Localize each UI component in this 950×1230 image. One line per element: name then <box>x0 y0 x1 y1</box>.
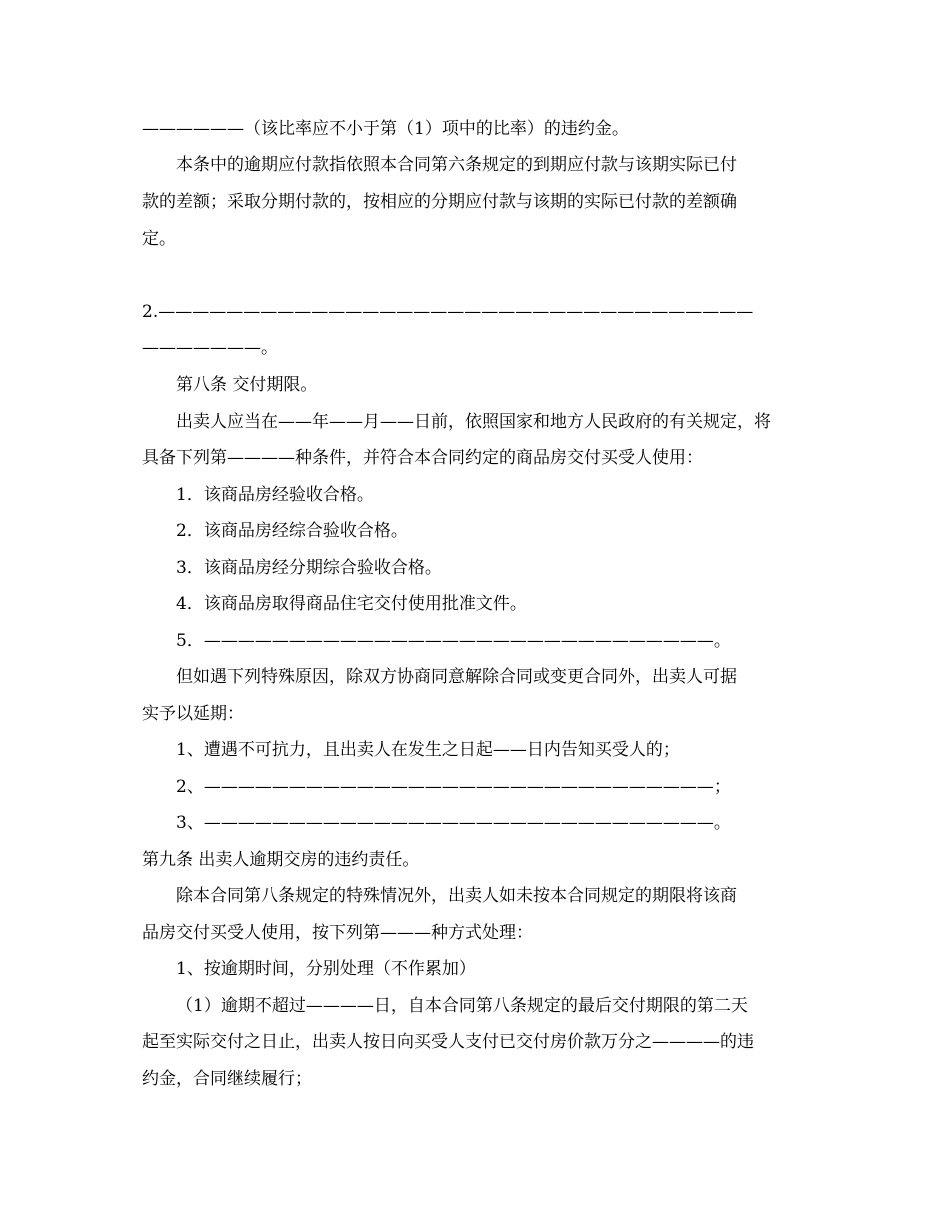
list-item: 4．该商品房取得商品住宅交付使用批准文件。 <box>176 594 527 614</box>
text-line: 除本合同第八条规定的特殊情况外，出卖人如未按本合同规定的期限将该商 <box>176 886 737 906</box>
text-line: 实予以延期： <box>142 704 244 724</box>
text-line: 品房交付买受人使用，按下列第———种方式处理： <box>142 923 533 943</box>
text-line: （1）逾期不超过————日，自本合同第八条规定的最后交付期限的第二天 <box>176 996 748 1016</box>
text-line: 本条中的逾期应付款指依照本合同第六条规定的到期应付款与该期实际已付 <box>176 155 737 175</box>
list-item: 1、遭遇不可抗力，且出卖人在发生之日起——日内告知买受人的； <box>176 740 680 760</box>
list-item: 2、——————————————————————————————； <box>176 777 731 797</box>
text-line: 约金，合同继续履行； <box>142 1069 312 1089</box>
list-item: 2．该商品房经综合验收合格。 <box>176 521 408 541</box>
section-heading: 第八条 交付期限。 <box>176 375 318 395</box>
list-item: 1、按逾期时间，分别处理（不作累加） <box>176 959 476 979</box>
section-heading: 第九条 出卖人逾期交房的违约责任。 <box>142 850 420 870</box>
text-line: 2.——————————————————————————————————— <box>142 302 754 322</box>
list-item: 3、——————————————————————————————。 <box>176 813 731 833</box>
text-line: 起至实际交付之日止，出卖人按日向买受人支付已交付房价款万分之————的违 <box>142 1032 754 1052</box>
text-line: 出卖人应当在——年——月——日前，依照国家和地方人民政府的有关规定，将 <box>176 412 771 432</box>
text-line: 具备下列第————种条件，并符合本合同约定的商品房交付买受人使用： <box>142 448 703 468</box>
text-line: 款的差额；采取分期付款的，按相应的分期应付款与该期的实际已付款的差额确 <box>142 192 737 212</box>
list-item: 1．该商品房经验收合格。 <box>176 485 374 505</box>
text-line: 但如遇下列特殊原因，除双方协商同意解除合同或变更合同外，出卖人可据 <box>176 667 737 687</box>
text-line: ———————。 <box>142 338 278 358</box>
text-line: 定。 <box>142 229 176 249</box>
list-item: 5．——————————————————————————————。 <box>176 631 731 651</box>
text-line: ——————（该比率应不小于第（1）项中的比率）的违约金。 <box>142 119 629 139</box>
list-item: 3．该商品房经分期综合验收合格。 <box>176 558 442 578</box>
